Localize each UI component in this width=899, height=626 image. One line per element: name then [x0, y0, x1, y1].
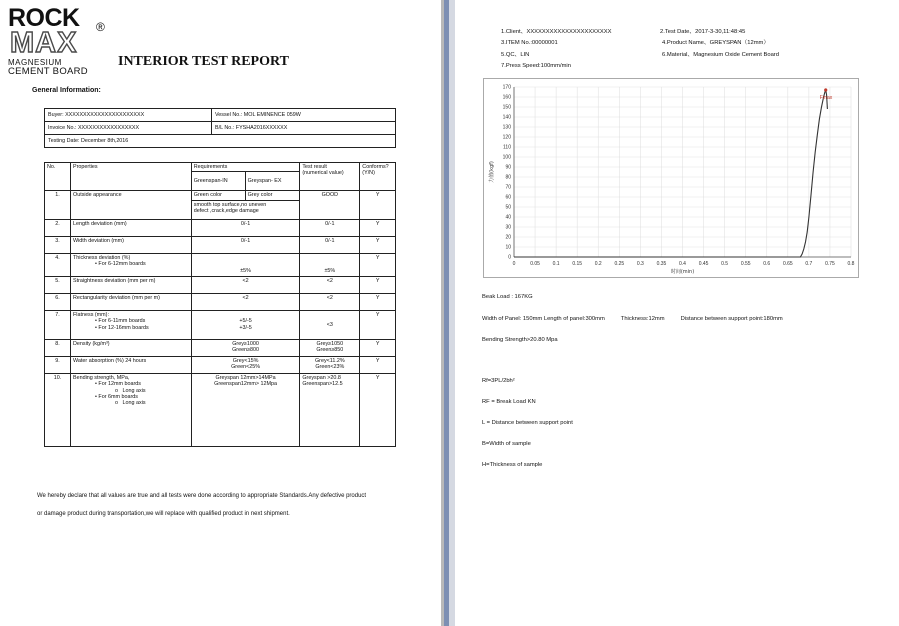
header-test-result-sub: (numerical value) [302, 170, 344, 177]
row-result [300, 339, 360, 356]
header-conforms-label: Conforms? [362, 164, 389, 170]
row-no: 1. [45, 191, 71, 219]
info-row [45, 135, 396, 148]
y-tick-label: 150 [502, 104, 511, 111]
y-tick-label: 40 [505, 214, 511, 221]
row-sub-bullet: o Long axis [115, 387, 146, 394]
row-bullet: • For 12mm boards [95, 381, 141, 388]
row-bullet-text: For 12mm boards [98, 381, 141, 388]
row-no: 3. [45, 236, 71, 253]
row-result-line: Greenspan>12.5 [302, 381, 343, 388]
row-result: 0/-1 [300, 236, 360, 253]
logo-subtitle-2: CEMENT BOARD [8, 66, 88, 77]
row-property-label: Thickness deviation (%) [73, 254, 131, 261]
row-property: Straightness deviation (mm per m) [71, 276, 192, 293]
x-tick-label: 0.35 [656, 261, 667, 267]
x-tick-label: 0.1 [552, 261, 560, 267]
row-no: 4. [45, 253, 71, 276]
row-no: 7. [45, 310, 71, 339]
row-property-label: Bending strength, MPa, [73, 374, 130, 381]
row-requirement: ±5% [191, 253, 300, 276]
logo-max-text: MAX [10, 27, 78, 59]
x-tick-label: 0.75 [825, 261, 835, 267]
header-greyspan: Greyspan- EX [245, 172, 300, 191]
b-definition: B=Width of sample [482, 441, 531, 447]
row-req-line: Green<25% [231, 364, 261, 371]
break-load-line: Beak Load : 167KG [482, 294, 533, 300]
row-bullet-text: For 6-12mm boards [98, 261, 146, 268]
y-tick-label: 70 [505, 184, 511, 191]
row-result: 0/-1 [300, 219, 360, 236]
y-tick-label: 80 [505, 174, 511, 181]
row-result-line: Green<23% [315, 364, 345, 371]
y-tick-label: 60 [505, 194, 511, 201]
table-row [45, 236, 396, 253]
header-conforms-sub: (Y/N) [362, 170, 375, 177]
company-logo [8, 6, 108, 78]
panel-thickness: Thickness:12mm [620, 316, 665, 322]
row-conforms: Y [360, 310, 396, 339]
row-no: 6. [45, 293, 71, 310]
row-requirement: <2 [191, 293, 300, 310]
row-req-line: Grey<15% [232, 357, 259, 364]
table-row [45, 253, 396, 276]
row-property: Water absorption (%) 24 hours [71, 356, 192, 373]
qc-line: 5.QC、LIN [501, 52, 530, 58]
row-bullet: • For 6mm boards [95, 394, 138, 401]
panel-dimensions-line [482, 316, 799, 323]
row-requirement: <2 [191, 276, 300, 293]
testing-date-cell: Testing Date: December 8th,2016 [45, 135, 396, 148]
chart-ticks [503, 85, 855, 267]
table-row [45, 276, 396, 293]
registered-mark: ® [96, 20, 105, 34]
x-tick-label: 0.7 [805, 261, 813, 267]
client-line: 1.Client、XXXXXXXXXXXXXXXXXXXXXX [501, 29, 612, 35]
row-no: 10. [45, 373, 71, 446]
chart-svg [484, 79, 858, 277]
row-property [71, 310, 192, 339]
bending-strength-line: Bending Strength>20.80 Mpa [482, 337, 558, 343]
row-req-line: Greenspan12mm> 12Mpa [214, 381, 277, 388]
row-requirement [191, 310, 300, 339]
row-result [300, 373, 360, 446]
row-req-green: Green color [191, 191, 245, 200]
table-row [45, 339, 396, 356]
x-tick-label: 0.05 [530, 261, 540, 267]
row-result: <3 [300, 310, 360, 339]
general-info-heading: General Information: [32, 87, 101, 94]
x-tick-label: 0.4 [679, 261, 686, 267]
row-no: 8. [45, 339, 71, 356]
row-property [71, 373, 192, 446]
panel-width-length: Width of Panel: 150mm Length of panel:300mm [482, 316, 605, 322]
row-property: Density (kg/m³) [71, 339, 192, 356]
row-sub-bullet: o Long axis [115, 400, 146, 407]
x-tick-label: 0 [512, 261, 516, 267]
test-date-line: 2.Test Date、2017-3-30,11:48:45 [660, 29, 746, 35]
chart-grid [514, 87, 851, 257]
x-tick-label: 0.15 [572, 261, 583, 267]
header-conforms [360, 163, 396, 191]
row-sub-bullet-text: Long axis [122, 400, 146, 407]
header-properties: Properties [71, 163, 192, 191]
row-requirement: 0/-1 [191, 236, 300, 253]
row-req-line: Greyspan 12mm>14MPa [215, 374, 276, 381]
info-row [45, 109, 396, 122]
x-tick-label: 0.45 [698, 261, 709, 267]
invoice-cell: Invoice No.: XXXXXXXXXXXXXXXXX [45, 122, 212, 135]
y-tick-label: 30 [505, 224, 511, 231]
y-tick-label: 140 [502, 114, 511, 121]
header-requirements: Requirements [191, 163, 300, 172]
y-tick-label: 170 [502, 84, 511, 91]
row-bullet-text: For 12-16mm boards [98, 324, 149, 331]
row-result-line: Greyspan >20.8 [302, 374, 341, 381]
logo-subtitle-1: MAGNESIUM [8, 58, 62, 67]
row-result [300, 356, 360, 373]
properties-table [44, 162, 396, 447]
row-bullet: • For 6-11mm boards [95, 318, 146, 325]
header-test-result-label: Test result [302, 164, 327, 170]
series-line-force [514, 90, 827, 257]
row-property: Outside appearance [71, 191, 192, 219]
table-row [45, 356, 396, 373]
chart-x-label: 时间(min) [670, 269, 695, 275]
row-conforms: Y [360, 293, 396, 310]
y-tick-label: 10 [505, 244, 511, 251]
y-tick-label: 0 [508, 254, 511, 261]
row-requirement [191, 373, 300, 446]
x-tick-label: 0.3 [636, 261, 644, 267]
row-result: ±5% [300, 253, 360, 276]
row-req-line: +5/-5 [239, 318, 252, 325]
x-tick-label: 0.65 [782, 261, 793, 267]
peak-marker [824, 88, 827, 91]
row-req-line: Green≥800 [232, 347, 260, 354]
header-greenspan: Greenspan-IN [191, 172, 245, 191]
row-requirement [191, 356, 300, 373]
h-definition: H=Thickness of sample [482, 462, 543, 468]
x-tick-label: 0.25 [614, 261, 625, 267]
table-row [45, 293, 396, 310]
general-info-table [44, 108, 396, 148]
info-row [45, 122, 396, 135]
row-conforms: Y [360, 276, 396, 293]
table-row [45, 191, 396, 200]
y-tick-label: 20 [505, 234, 511, 241]
row-sub-bullet-text: Long axis [122, 387, 146, 394]
row-result: GOOD [300, 191, 360, 219]
table-row [45, 373, 396, 446]
row-result-line: Green≥850 [316, 347, 344, 354]
y-tick-label: 50 [505, 204, 511, 211]
row-conforms: Y [360, 253, 396, 276]
y-tick-label: 90 [505, 164, 511, 171]
row-conforms: Y [360, 356, 396, 373]
x-tick-label: 0.55 [740, 261, 751, 267]
row-req-grey: Grey color [245, 191, 300, 200]
chart-y-label: 力值(kgf) [489, 161, 495, 183]
row-req-line: +3/-5 [239, 324, 252, 331]
row-property-label: Flatness (mm): [73, 311, 109, 318]
x-tick-label: 0.2 [594, 261, 602, 267]
row-no: 9. [45, 356, 71, 373]
header-no: No. [45, 163, 71, 191]
row-req-note-1: smooth top surface,no uneven [193, 201, 267, 208]
rf-definition: RF = Break Load KN [482, 399, 536, 405]
item-no-line: 3.ITEM No.:00000001 [501, 40, 558, 46]
header-test-result [300, 163, 360, 191]
row-bullet: • For 12-16mm boards [95, 324, 149, 331]
vessel-cell: Vessel No.: MOL EMINENCE 059W [212, 109, 396, 122]
row-result-line: Grey<11.2% [314, 357, 345, 364]
declaration-line-2: or damage product during transportation,we will replace with qualified product in next shipment. [37, 511, 290, 517]
row-no: 5. [45, 276, 71, 293]
row-conforms: Y [360, 373, 396, 446]
force-time-chart [483, 78, 859, 278]
row-bullet-text: For 6-11mm boards [98, 318, 146, 325]
row-bullet: • For 6-12mm boards [95, 261, 146, 268]
l-definition: L = Distance between support point [482, 420, 573, 426]
row-no: 2. [45, 219, 71, 236]
chart-peak-label: Fmax [819, 95, 833, 101]
x-tick-label: 0.8 [847, 261, 855, 267]
y-tick-label: 120 [502, 134, 511, 141]
row-req-note [191, 200, 300, 219]
row-req-line: Grey≥1000 [232, 340, 259, 347]
row-conforms: Y [360, 219, 396, 236]
formula-line: Rf=3PL/2bh² [482, 378, 515, 384]
row-property: Rectangularity deviation (mm per m) [71, 293, 192, 310]
row-result: <2 [300, 293, 360, 310]
row-property [71, 253, 192, 276]
y-tick-label: 130 [502, 124, 511, 131]
support-distance: Distance between support point:180mm [680, 316, 783, 322]
row-conforms: Y [360, 191, 396, 219]
buyer-cell: Buyer: XXXXXXXXXXXXXXXXXXXXXX [45, 109, 212, 122]
row-requirement [191, 339, 300, 356]
row-conforms: Y [360, 339, 396, 356]
y-tick-label: 100 [502, 154, 511, 161]
material-line: 6.Material、Magnesium Oxide Cement Board [662, 52, 779, 58]
chart-series [514, 88, 827, 257]
row-req-note-2: defect ,crack,edge damage [193, 208, 259, 215]
row-property: Length deviation (mm) [71, 219, 192, 236]
row-result-line: Grey≥1050 [316, 340, 344, 347]
table-header-row [45, 163, 396, 172]
declaration-line-1: We hereby declare that all values are true and all tests were done according to appropriate Standards.Any defective product [37, 493, 367, 499]
x-tick-label: 0.5 [721, 261, 729, 267]
table-row [45, 310, 396, 339]
row-conforms: Y [360, 236, 396, 253]
product-name-line: 4.Product Name、GREYSPAN（12mm） [662, 40, 770, 46]
y-tick-label: 110 [503, 144, 511, 151]
y-tick-label: 160 [502, 94, 511, 101]
row-bullet-text: For 6mm boards [98, 394, 138, 401]
row-property: Width deviation (mm) [71, 236, 192, 253]
logo-rock-text: ROCK [8, 4, 80, 32]
x-tick-label: 0.6 [763, 261, 771, 267]
press-speed-line: 7.Press Speed:100mm/min [501, 63, 571, 69]
row-result: <2 [300, 276, 360, 293]
table-row [45, 219, 396, 236]
row-requirement: 0/-1 [191, 219, 300, 236]
report-title: INTERIOR TEST REPORT [118, 54, 289, 69]
bl-cell: B/L No.: FYSHA2016XXXXXX [212, 122, 396, 135]
